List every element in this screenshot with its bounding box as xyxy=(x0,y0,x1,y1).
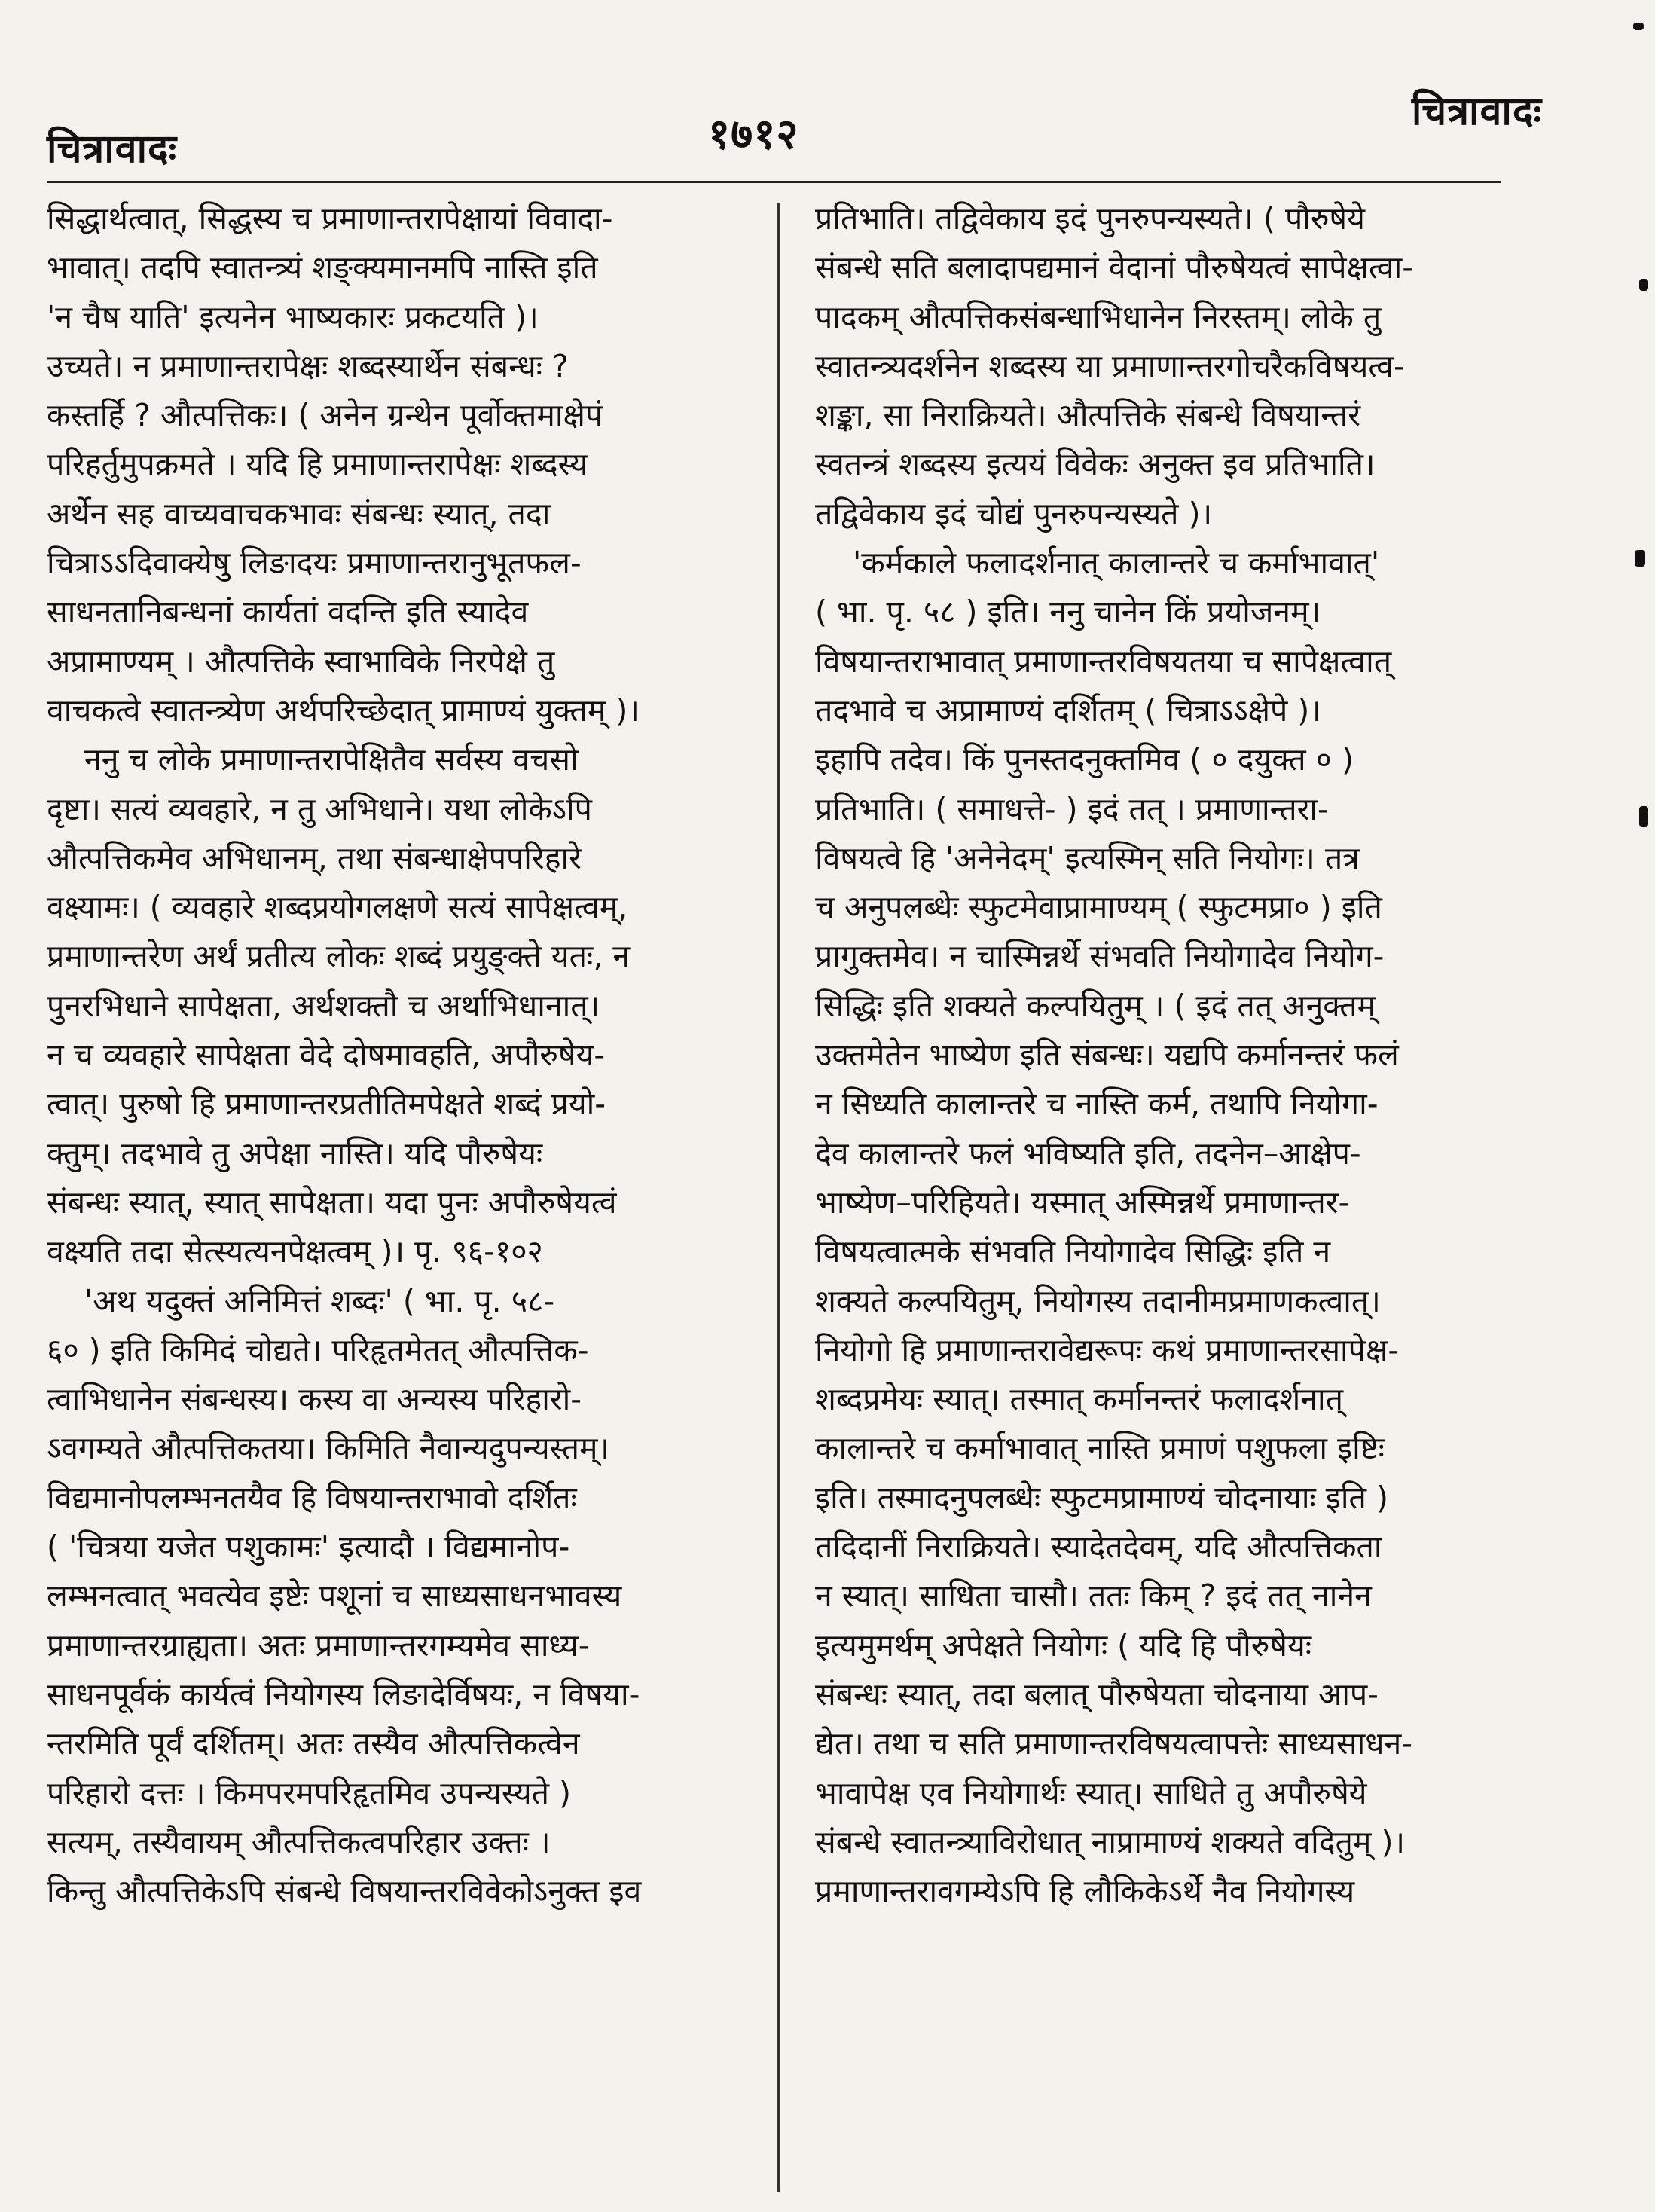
running-head-right: चित्रावादः xyxy=(1411,89,1542,134)
right-column-line: शब्दप्रमेयः स्यात्। तस्मात् कर्मानन्तरं फलादर्शनात् xyxy=(815,1381,1343,1418)
right-column xyxy=(815,194,1497,1916)
right-column-line: नियोगो हि प्रमाणान्तरावेद्यरूपः कथं प्रमाणान्तरसापेक्ष- xyxy=(815,1331,1400,1368)
right-column-line: इति। तस्मादनुपलब्धेः स्फुटमप्रामाण्यं चोदनायाः इति ) xyxy=(815,1479,1388,1516)
left-column-line: ऽवगम्यते औत्पत्तिकतया। किमिति नैवान्यदुपन्यस्तम्। xyxy=(47,1430,610,1467)
left-column-line: न्तरमिति पूर्वं दर्शितम्। अतः तस्यैव औत्पत्तिकत्वेन xyxy=(47,1725,580,1762)
right-column-line: संबन्धे स्वातन्त्र्याविरोधात् नाप्रामाण्यं शक्यते वदितुम् )। xyxy=(815,1823,1405,1860)
right-column-line: सिद्धिः इति शक्यते कल्पयितुम् । ( इदं तत् अनुक्तम् xyxy=(815,987,1376,1024)
left-column-line: ६० ) इति किमिदं चोद्यते। परिहृतमेतत् औत्पत्तिक- xyxy=(47,1331,589,1368)
right-column-line: च अनुपलब्धेः स्फुटमेवाप्रामाण्यम् ( स्फुटमप्रा० ) इति xyxy=(815,889,1382,926)
left-column-line: किन्तु औत्पत्तिकेऽपि संबन्धे विषयान्तरविवेकोऽनुक्त इव xyxy=(47,1873,642,1910)
scan-mark xyxy=(1639,279,1648,291)
left-column-line: प्रमाणान्तरेण अर्थं प्रतीत्य लोकः शब्दं प्रयुङ्क्ते यतः, न xyxy=(47,938,631,975)
left-column-line: चित्राऽऽदिवाक्येषु लिङादयः प्रमाणान्तरानुभूतफल- xyxy=(47,545,582,582)
left-column-line: संबन्धः स्यात्, स्यात् सापेक्षता। यदा पुनः अपौरुषेयत्वं xyxy=(47,1184,617,1221)
right-column-line: इहापि तदेव। किं पुनस्तदनुक्तमिव ( ० दयुक्त ० ) xyxy=(815,741,1354,778)
right-column-line: विषयान्तराभावात् प्रमाणान्तरविषयतया च सापेक्षत्वात् xyxy=(815,643,1392,680)
left-column-line: पुनरभिधाने सापेक्षता, अर्थशक्तौ च अर्थाभिधानात्। xyxy=(47,987,600,1024)
left-column-line: वाचकत्वे स्वातन्त्र्येण अर्थपरिच्छेदात् प्रामाण्यं युक्तम् )। xyxy=(47,692,640,729)
right-column-line: द्येत। तथा च सति प्रमाणान्तरविषयत्वापत्तेः साध्यसाधन- xyxy=(815,1725,1413,1762)
left-column-line: परिहर्तुमुपक्रमते । यदि हि प्रमाणान्तरापेक्षः शब्दस्य xyxy=(47,446,588,483)
right-column-line: स्वतन्त्रं शब्दस्य इत्ययं विवेकः अनुक्त इव प्रतिभाति। xyxy=(815,446,1376,483)
left-column-line: क्तुम्। तदभावे तु अपेक्षा नास्ति। यदि पौरुषेयः xyxy=(47,1135,543,1172)
left-column-line: 'अथ यदुक्तं अनिमित्तं शब्दः' ( भा. पृ. ५८- xyxy=(84,1282,555,1319)
header-rule xyxy=(47,181,1501,183)
right-column-line: भावापेक्ष एव नियोगार्थः स्यात्। साधिते तु अपौरुषेये xyxy=(815,1774,1367,1811)
scan-mark xyxy=(1633,23,1644,30)
right-column-line: इत्यमुमर्थम् अपेक्षते नियोगः ( यदि हि पौरुषेयः xyxy=(815,1627,1312,1664)
left-column-line: ( 'चित्रया यजेत पशुकामः' इत्यादौ । विद्यमानोप- xyxy=(47,1529,570,1566)
right-column-line: भाष्येण–परिहियते। यस्मात् अस्मिन्नर्थे प्रमाणान्तर- xyxy=(815,1184,1350,1221)
right-column-line: संबन्धः स्यात्, तदा बलात् पौरुषेयता चोदनाया आप- xyxy=(815,1676,1379,1712)
left-column-line: वक्ष्यामः। ( व्यवहारे शब्दप्रयोगलक्षणे सत्यं सापेक्षत्वम्, xyxy=(47,889,628,926)
left-column-line: ननु च लोके प्रमाणान्तरापेक्षितैव सर्वस्य वचसो xyxy=(84,741,579,778)
right-column-line: ( भा. पृ. ५८ ) इति। ननु चानेन किं प्रयोजनम्। xyxy=(815,594,1321,631)
right-column-line: उक्तमेतेन भाष्येण इति संबन्धः। यद्यपि कर्मानन्तरं फलं xyxy=(815,1037,1399,1074)
scan-mark xyxy=(1635,550,1645,567)
left-column-line: विद्यमानोपलम्भनतयैव हि विषयान्तराभावो दर्शितः xyxy=(47,1479,577,1516)
left-column-line: उच्यते। न प्रमाणान्तरापेक्षः शब्दस्यार्थेन संबन्धः ? xyxy=(47,347,569,384)
left-column-line: त्वात्। पुरुषो हि प्रमाणान्तरप्रतीतिमपेक्षते शब्दं प्रयो- xyxy=(47,1086,606,1123)
right-column-line: प्रागुक्तमेव। न चास्मिन्नर्थे संभवति नियोगादेव नियोग- xyxy=(815,938,1385,975)
left-column-line: वक्ष्यति तदा सेत्स्यत्यनपेक्षत्वम् )। पृ. ९६-१०२ xyxy=(47,1233,543,1270)
right-column-line: स्वातन्त्र्यदर्शनेन शब्दस्य या प्रमाणान्तरगोचरैकविषयत्व- xyxy=(815,347,1405,384)
left-column-line: त्वाभिधानेन संबन्धस्य। कस्य वा अन्यस्य परिहारो- xyxy=(47,1381,582,1418)
left-column-line: सिद्धार्थत्वात्, सिद्धस्य च प्रमाणान्तरापेक्षायां विवादा- xyxy=(47,200,613,237)
running-head-left: चित्रावादः xyxy=(47,127,178,172)
left-column-line: सत्यम्, तस्यैवायम् औत्पत्तिकत्वपरिहार उक्तः । xyxy=(47,1823,551,1860)
left-column xyxy=(47,194,740,1916)
right-column-line: 'कर्मकाले फलादर्शनात् कालान्तरे च कर्माभावात्' xyxy=(853,545,1380,582)
left-column-line: परिहारो दत्तः । किमपरमपरिहृतमिव उपन्यस्यते ) xyxy=(47,1774,571,1811)
left-column-line: साधनपूर्वकं कार्यत्वं नियोगस्य लिङादेर्विषयः, न विषया- xyxy=(47,1676,640,1712)
right-column-line: शङ्का, सा निराक्रियते। औत्पत्तिके संबन्धे विषयान्तरं xyxy=(815,397,1361,434)
right-column-line: प्रतिभाति। ( समाधत्ते- ) इदं तत् । प्रमाणान्तरा- xyxy=(815,790,1329,827)
left-column-line: साधनतानिबन्धनां कार्यतां वदन्ति इति स्यादेव xyxy=(47,594,529,631)
right-column-line: तदिदानीं निराक्रियते। स्यादेतदेवम्, यदि औत्पत्तिकता xyxy=(815,1529,1382,1566)
left-column-line: न च व्यवहारे सापेक्षता वेदे दोषमावहति, अपौरुषेय- xyxy=(47,1037,606,1074)
page-number: १७१२ xyxy=(708,110,799,159)
right-column-line: न स्यात्। साधिता चासौ। ततः किम् ? इदं तत् नानेन xyxy=(815,1578,1372,1615)
left-column-line: दृष्टा। सत्यं व्यवहारे, न तु अभिधाने। यथा लोकेऽपि xyxy=(47,790,592,827)
column-divider xyxy=(777,203,780,2192)
right-column-line: विषयत्वात्मके संभवति नियोगादेव सिद्धिः इति न xyxy=(815,1233,1331,1270)
right-column-line: प्रतिभाति। तद्विवेकाय इदं पुनरुपन्यस्यते। ( पौरुषेये xyxy=(815,200,1365,237)
right-column-line: शक्यते कल्पयितुम्, नियोगस्य तदानीमप्रमाणकत्वात्। xyxy=(815,1282,1381,1319)
left-column-line: औत्पत्तिकमेव अभिधानम्, तथा संबन्धाक्षेपपरिहारे xyxy=(47,839,582,876)
left-column-line: 'न चैष याति' इत्यनेन भाष्यकारः प्रकटयति )। xyxy=(47,298,539,335)
right-column-line: कालान्तरे च कर्माभावात् नास्ति प्रमाणं पशुफला इष्टिः xyxy=(815,1430,1385,1467)
left-column-line: अर्थेन सह वाच्यवाचकभावः संबन्धः स्यात्, तदा xyxy=(47,495,551,532)
left-column-line: लम्भनत्वात् भवत्येव इष्टेः पशूनां च साध्यसाधनभावस्य xyxy=(47,1578,622,1615)
right-column-line: न सिध्यति कालान्तरे च नास्ति कर्म, तथापि नियोगा- xyxy=(815,1086,1379,1123)
right-column-line: पादकम् औत्पत्तिकसंबन्धाभिधानेन निरस्तम्। लोके तु xyxy=(815,298,1382,335)
left-column-line: अप्रामाण्यम् । औत्पत्तिके स्वाभाविके निरपेक्षे तु xyxy=(47,643,555,680)
right-column-line: तदभावे च अप्रामाण्यं दर्शितम् ( चित्राऽऽक्षेपे )। xyxy=(815,692,1321,729)
left-column-line: कस्तर्हि ? औत्पत्तिकः। ( अनेन ग्रन्थेन पूर्वोक्तमाक्षेपं xyxy=(47,397,603,434)
right-column-line: देव कालान्तरे फलं भविष्यति इति, तदनेन–आक्षेप- xyxy=(815,1135,1361,1172)
left-column-line: भावात्। तदपि स्वातन्त्र्यं शङ्क्यमानमपि नास्ति इति xyxy=(47,249,598,286)
right-column-line: प्रमाणान्तरावगम्येऽपि हि लौकिकेऽर्थे नैव नियोगस्य xyxy=(815,1873,1355,1910)
right-column-line: तद्विवेकाय इदं चोद्यं पुनरुपन्यस्यते )। xyxy=(815,495,1213,532)
right-column-line: विषयत्वे हि 'अनेनेदम्' इत्यस्मिन् सति नियोगः। तत्र xyxy=(815,839,1360,876)
left-column-line: प्रमाणान्तरग्राह्यता। अतः प्रमाणान्तरगम्यमेव साध्य- xyxy=(47,1627,590,1664)
right-column-line: संबन्धे सति बलादापद्यमानं वेदानां पौरुषेयत्वं सापेक्षत्वा- xyxy=(815,249,1414,286)
scan-mark xyxy=(1639,806,1648,827)
